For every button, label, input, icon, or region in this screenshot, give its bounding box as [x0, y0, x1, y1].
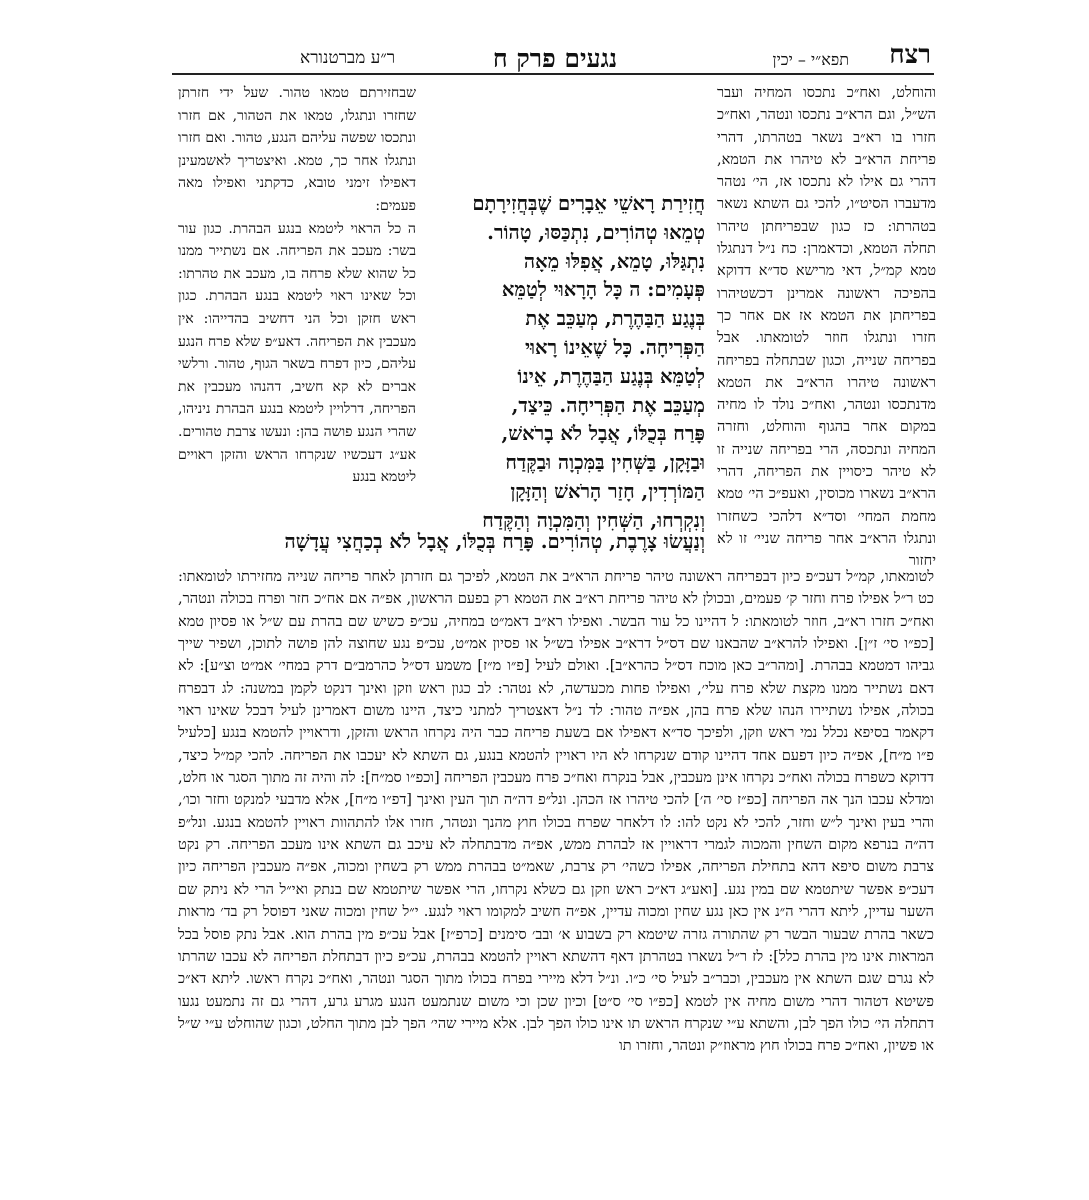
mishnah-text: [430, 190, 705, 536]
page-number: רצח: [889, 40, 931, 70]
header-rule: [172, 73, 934, 75]
mishnah-line: וְנִקְרְחוּ, הַשְּׁחִין וְהַמִּכְוָה וְהַקֶּדַח: [482, 508, 705, 532]
mishnah-line: פְּעָמִים: ה כָּל הָרָאוּי לְטַמֵּא: [501, 278, 705, 302]
lower-commentary: [178, 566, 934, 1058]
mishnah-line: פָּרַח בְּכֻלּוֹ, אֲבָל לֹא בָרֹאשׁ,: [501, 422, 705, 446]
mishnah-line: בְּנֶגַע הַבַּהֶרֶת, מְעַכֵּב אֶת: [525, 307, 705, 331]
mishnah-line: מְעַכֵּב אֶת הַפְּרִיחָה. כֵּיצַד,: [511, 393, 705, 417]
mishnah-line: לְטַמֵּא בְּנֶגַע הַבַּהֶרֶת, אֵינוֹ: [517, 364, 705, 388]
mishnah-line-wide: וְנַעֲשׂוּ צָרֶבֶת, טְהוֹרִים. פָּרַח בְּכֻלּוֹ, אֲבָל לֹא בְכַחֲצִי עֲדָשָׁה: [284, 530, 705, 553]
mishnah-line: נִתְגַּלּוּ, טָמֵא, אֲפִלּוּ מֵאָה: [523, 249, 705, 273]
commentary-paragraph: ה כל הראוי ליטמא בנגע הבהרת. כגון עור בשר: מעכב את הפריחה. אם נשתייר ממנו כל שהוא שלא פרחה בו, מעכב את טהרתו: וכל שאינו ראוי ליטמא בנגע הבהרת. כגון ראש חזקן וכל הני דחשיב בהדייהו: אין מעכבין את הפריחה. דאע״פ שלא פרח הנגע עליהם, כיון דפרח בשאר הגוף, טהור. ורלשי אברים לא קא חשיב, דהנהו מעכבין את הפריחה, דרלויין ליטמא בנגע הבהרת ניניהו, שהרי הנגע פושה בהן: ונעשו צרבת טהורים. אע״ג דעכשיו שנקרחו הראש והזקן ראויים ליטמא בנגע: [178, 220, 416, 486]
mishnah-line: הַפְּרִיחָה. כָּל שֶׁאֵינוֹ רָאוּי: [524, 335, 705, 359]
chapter-title: נגעים פרק ח: [492, 44, 618, 73]
tiferet-yisrael-column: [717, 82, 936, 573]
bartenura-column: [178, 82, 416, 489]
commentary-paragraph: והוחלט, ואח״כ נתכסו המחיה ועבר הש״ל, וגם הרא״ב נתכסו ונטהר, ואח״כ חזרו בו רא״ב נשאר בטהרתו, דהרי פריחת הרא״ב לא טיהרו את הטמא, דהרי גם אילו לא נתכסו אז, הי׳ נטהר מדעברו הסיט״ו, להכי גם השתא נשאר בטהרתו: כז כגון שבפריחתן טיהרו תחלה הטמא, וכדאמרן: כח נ״ל דנתגלו טמא קמ״ל, דאי מרישא סד״א דדוקא בהפיכה ראשונה אמרינן דכשטיהרו בפריחתן את הטמא אז אם אחר כך חזרו ונתגלו חוזר לטומאתו. אבל בפריחה שנייה, וכגון שבתחלה בפריחה ראשונה טיהרו הרא״ב את הטמא מדנתכסו ונטהר, ואח״כ נולד לו מחיה במקום אחר בהגוף והוחלט, וחזרה המחיה ונתכסה, הרי בפריחה שנייה זו לא טיהר כיסויין את הפריחה, דהרי הרא״ב נשארו מכוסין, ואעפ״כ הי׳ טמא מחמת המחי׳ וסד״א דלהכי כשחזרו ונתגלו הרא״ב אחר פריחה שניי׳ זו לא יחזור: [717, 85, 936, 570]
running-header-left: ר״ע מברטנורא: [300, 48, 396, 68]
mishnah-line: הַמּוֹרְדִין, חָזַר הָרֹאשׁ וְהַזָּקָן: [510, 479, 705, 503]
mishnah-line: וּבַזָּקָן, בַּשְּׁחִין בַּמִּכְוָה וּבַקֶּדַח: [505, 451, 705, 475]
mishnah-line: חֲזִירַת רָאשֵׁי אֵבָרִים שֶׁבְּחֲזִירָתָם: [472, 192, 705, 215]
commentary-paragraph: שבחזירתם טמאו טהור. שעל ידי חזרתן שחזרו ונתגלו, טמאו את הטהור, אם חזרו ונתכסו שפשה עליהם הנגע, טהור. ואם חזרו ונתגלו אחר כך, טמא. ואיצטריך לאשמעינן דאפילו זימני טובא, כדקתני ואפילו מאה פעמים:: [178, 85, 416, 214]
mishnah-line: טְמֵאוּ טְהוֹרִים, נִתְכַּסּוּ, טָהוֹר.: [487, 220, 705, 244]
commentary-paragraph: לטומאתו, קמ״ל דעכ״פ כיון דבפריחה ראשונה טיהר פריחת הרא״ב את הטמא, לפיכך גם חזרתן לאחר פריחה שנייה מחזירתו לטומאתו: כט ר״ל אפילו פרח וחזר ק׳ פעמים, ובכולן לא טיהר פריחת רא״ב את הטמא רק בפעם הראשון, אפ״ה אם אח״כ חזר ופרח בכולה ונטהר, ואח״כ חזרו רא״ב, חוזר לטומאתו: ל דהיינו כל עור הבשר. ואפילו רא״ב דאמ״ט במחיה, עכ״פ כשיש שם בהרת עם ש״ל או פסיון טמא [כפ״ו סי׳ ז״ן]. ואפילו להרא״ב שהבאנו שם דס״ל דרא״ב אפילו בש״ל או פסיון אמ״ט, עכ״פ נגע שחוצה להן פושה לתוכן, ושפיר שייך גביהו דמטמא בבהרת. [ומהר״ב כאן מוכח דס״ל כהרא״ב]. ואולם לעיל [פ״ו מ״ז] משמע דס״ל כהרמב״ם דרק במחי׳ אמ״ט וצ״ע]: לא דאם נשתייר ממנו מקצת שלא פרח עלי׳, ואפילו פחות מכעדשה, לא נטהר: לב כגון ראש וזקן ואינך דנקט לקמן במשנה: לג דבפרח בכולה, אפילו נשתיירו הנהו שלא פרח בהן, אפ״ה טהור: לד נ״ל דאצטריך למתני כיצד, היינו משום דאמרינן לעיל דבכל שאינו ראוי דקאמר בסיפא נכלל נמי ראש וזקן, ולפיכך סד״א דאפילו אם בשעת פריחה כבר היה נקרחו הראש והזקן, ודראויין להטמא בנגע [כלעיל פ״ו מ״ח], אפ״ה כיון דפעם אחד דהיינו קודם שנקרחו לא היו ראויין להטמא בנגע, גם השתא לא יעכבו את הפריחה. להכי קמ״ל כיצד, דדוקא כשפרח בכולה ואח״כ נקרחו אינן מעכבין, אבל בנקרח ואח״כ פרח מעכבין הפריחה [וכפ״ו סמ״ח]: לה והיה זה מתוך הסגר או חלט, ומדלא עכבו הנך אה הפריחה [כפ״ז סי׳ ה׳] להכי טיהרו אז הכהן. ונל״פ דה״ה תוך העין ואינך [דפ״ו מ״ח], אלא מדבעי למנקט וחזר וכו׳, והרי בעין ואינך ל״ש וחזר, להכי לא נקט להו: לו דלאחר שפרח בכולו חוץ מהנך ונטהר, חזרו אלו להתהוות ראויין להטמא בנגע. ונל״פ דה״ה בנרפא מקום השחין והמכוה לגמרי דראויין אז לבהרת ממש, אפ״ה מדבתחלה לא עיכב גם השתא אינו מעכב הפריחה. רק נקט צרבת משום סיפא דהא בתחילת הפריחה, אפילו כשהי׳ רק צרבת, שאמ״ט בבהרת ממש רק בשחין ומכוה, אפ״ה מעכבין הפריחה כיון דעכ״פ אפשר שיתטמא שם במין נגע. [ואע״ג דא״כ ראש וזקן גם כשלא נקרחו, הרי אפשר שיתטמא שם בנתק ואי״ל הרי לא ניתק שם השער עדיין, ליתא דהרי ה״נ אין כאן נגע שחין ומכוה עדיין, אפ״ה חשיב למקומו ראוי לנגע. י״ל שחין ומכוה שאני דפוסל רק בד׳ מראות כשאר בהרת שבעור הבשר רק שהתורה גזרה שיטמא רק בשבוע א׳ ובב׳ סימנים [כרפ״ז] אבל עכ״פ מין בהרת הוא. אבל נתק פוסל בכל המראות אינו מין בהרת כלל]: לז ר״ל נשארו בטהרתן דאף דהשתא ראויין להטמא בבהרת, עכ״פ כיון דבתחלת הפריחה לא עכבו שהרתו לא נגרם שגם השתא אין מעכבין, וכבר״ב לעיל סי׳ כ״ו. ונ״ל דלא מיירי בפרח בכולו מתוך הסגר ונטהר, ואח״כ נקרח ראשו. ליתא דא״כ פשיטא דטהור דהרי משום מחיה אין לטמא [כפ״ו סי׳ ס״ט] וכיון שכן וכי משום שנתמעט הנגע מגרע גרע, דהרי גם זה נתמעט נגעו דתחלה הי׳ כולו הפך לבן, והשתא ע״י שנקרח הראש תו אינו כולו הפך לבן. אלא מיירי שהי׳ הפך לבן מתוך החלט, וכגון שהוחלט ע״י ש״ל או פשיון, ואח״כ פרח בכולו חוץ מראוז״ק ונטהר, וחזרו תו: [178, 569, 934, 1055]
running-header-right: תפא״י – יכין: [772, 50, 849, 69]
